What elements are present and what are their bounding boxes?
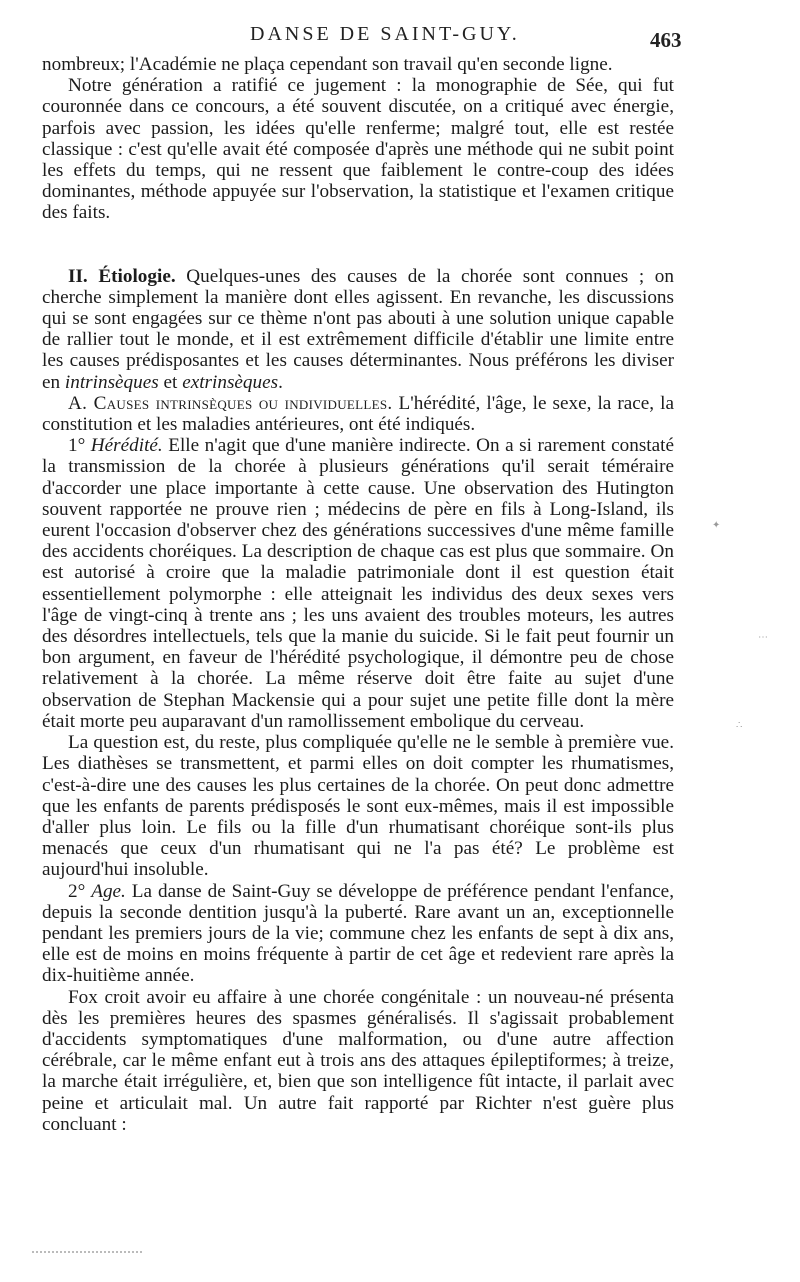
- item-number: 1°: [68, 435, 86, 457]
- body-text: [42, 54, 674, 1135]
- term-extrinseques: extrinsèques: [182, 371, 279, 393]
- section-heading: II. Étiologie.: [68, 265, 176, 287]
- paragraph-heredite: [42, 435, 674, 732]
- paragraph-causes-text: L'hérédité, l'âge, le sexe, la race, la constitution et les maladies antérieures, ont été indiqués.: [42, 392, 674, 436]
- paragraph-causes-intrinseques: [42, 393, 674, 435]
- term-intrinseques: intrinsèques: [64, 371, 159, 393]
- paragraph-age: [42, 881, 674, 987]
- footer-marks: [32, 1245, 142, 1253]
- page-number: 463: [650, 28, 682, 52]
- sentence-end: .: [278, 371, 283, 393]
- item-heading-age: Age.: [91, 880, 126, 902]
- paragraph-generation: Notre génération a ratifié ce jugement : la monographie de Sée, qui fut couronnée dans ce concours, a été souvent discutée, on a critiqué avec énergie, parfois avec passion, les idées qu'elle renferme; malgré tout, elle est restée classique : c'est qu'elle avait été composée d'après une méthode qui ne subit point les effets du temps, qui ne ressent que faiblement le contre-coup des idées dominantes, méthode appuyée sur l'observation, la statistique et l'examen critique des faits.: [42, 75, 674, 224]
- section-etiologie-text: Quelques-unes des causes de la chorée sont connues ; on cherche simplement la manière dont elles agissent. En revanche, les discussions qui se sont engagées sur ce thème n'ont pas abouti à une solution unique capable de rallier tout le monde, et il est extrêmement difficile d'établir une limite entre les causes prédisposantes et les causes déterminantes. Nous préférons les diviser en: [42, 265, 674, 393]
- running-head: [0, 18, 800, 52]
- paragraph-heredite-text: Elle n'agit que d'une manière indirecte. On a si rarement constaté la transmission de la chorée à plusieurs générations qu'il serait téméraire d'accorder une place importante à cette cause. Une observation des Hutington souvent rapportée ne prouve rien ; médecins de père en fils à Long-Island, ils eurent l'occasion d'observer chez des générations successives d'une même famille des accidents choréiques. La description de chaque cas est plus que sommaire. On est autorisé à croire que la maladie patrimoniale dont il est question était essentiellement polymorphe : elle atteignait les individus des deux sexes vers l'âge de vingt-cinq à trente ans ; les uns avaient des troubles moteurs, les autres des désordres intellectuels, tels que la manie du suicide. Si le fait peut fournir un bon argument, en faveur de l'hérédité psychologique, il démontre peu de chose relativement à la chorée. La même réserve doit être faite au sujet d'une observation de Stephan Mackensie qui a pour sujet une petite fille dont la mère était morte peu auparavant d'un ramollissement embolique du cerveau.: [42, 435, 674, 732]
- margin-specks: ∴: [736, 720, 743, 731]
- item-heading-heredite: Hérédité.: [90, 435, 163, 457]
- margin-specks: ⋯: [758, 632, 768, 643]
- running-title: DANSE DE SAINT-GUY.: [250, 23, 520, 45]
- subsection-heading: A. Causes intrinsèques ou individuelles.: [68, 392, 393, 414]
- paragraph-fox: Fox croit avoir eu affaire à une chorée congénitale : un nouveau-né présenta dès les premières heures des spasmes généralisés. Il s'agissait probablement d'accidents symptomatiques d'une malformation, ou d'une autre affection cérébrale, car le même enfant eut à trois ans des attaques épileptiformes; à treize, la marche était irrégulière, et, bien que son intelligence fût intacte, il parlait avec peine et articulait mal. Un autre fait rapporté par Richter n'est guère plus concluant :: [42, 986, 674, 1135]
- item-number: 2°: [68, 880, 86, 902]
- paragraph-question: La question est, du reste, plus compliquée qu'elle ne le semble à première vue. Les diathèses se transmettent, et parmi elles on doit compter les rhumatismes, c'est-à-dire une des causes les plus certaines de la chorée. On peut donc admettre que les enfants de parents prédisposés le sont eux-mêmes, mais il est impossible d'aller plus loin. Le fils ou la fille d'un rhumatisant choréique sont-ils plus menacés que ceux d'un rhumatisant qui ne l'a pas été? Le problème est aujourd'hui insoluble.: [42, 732, 674, 881]
- connector-text: et: [158, 371, 183, 393]
- paragraph-age-text: La danse de Saint-Guy se développe de préférence pendant l'enfance, depuis la seconde dentition jusqu'à la puberté. Rare avant un an, exceptionnelle pendant les premiers jours de la vie; commune chez les enfants de sept à dix ans, elle est de moins en moins fréquente à partir de cet âge et redevient rare après la dix-huitième année.: [42, 880, 674, 987]
- margin-mark: ✦: [712, 520, 721, 531]
- section-etiologie: [42, 266, 674, 393]
- paragraph-continuation: nombreux; l'Académie ne plaça cependant son travail qu'en seconde ligne.: [42, 54, 613, 75]
